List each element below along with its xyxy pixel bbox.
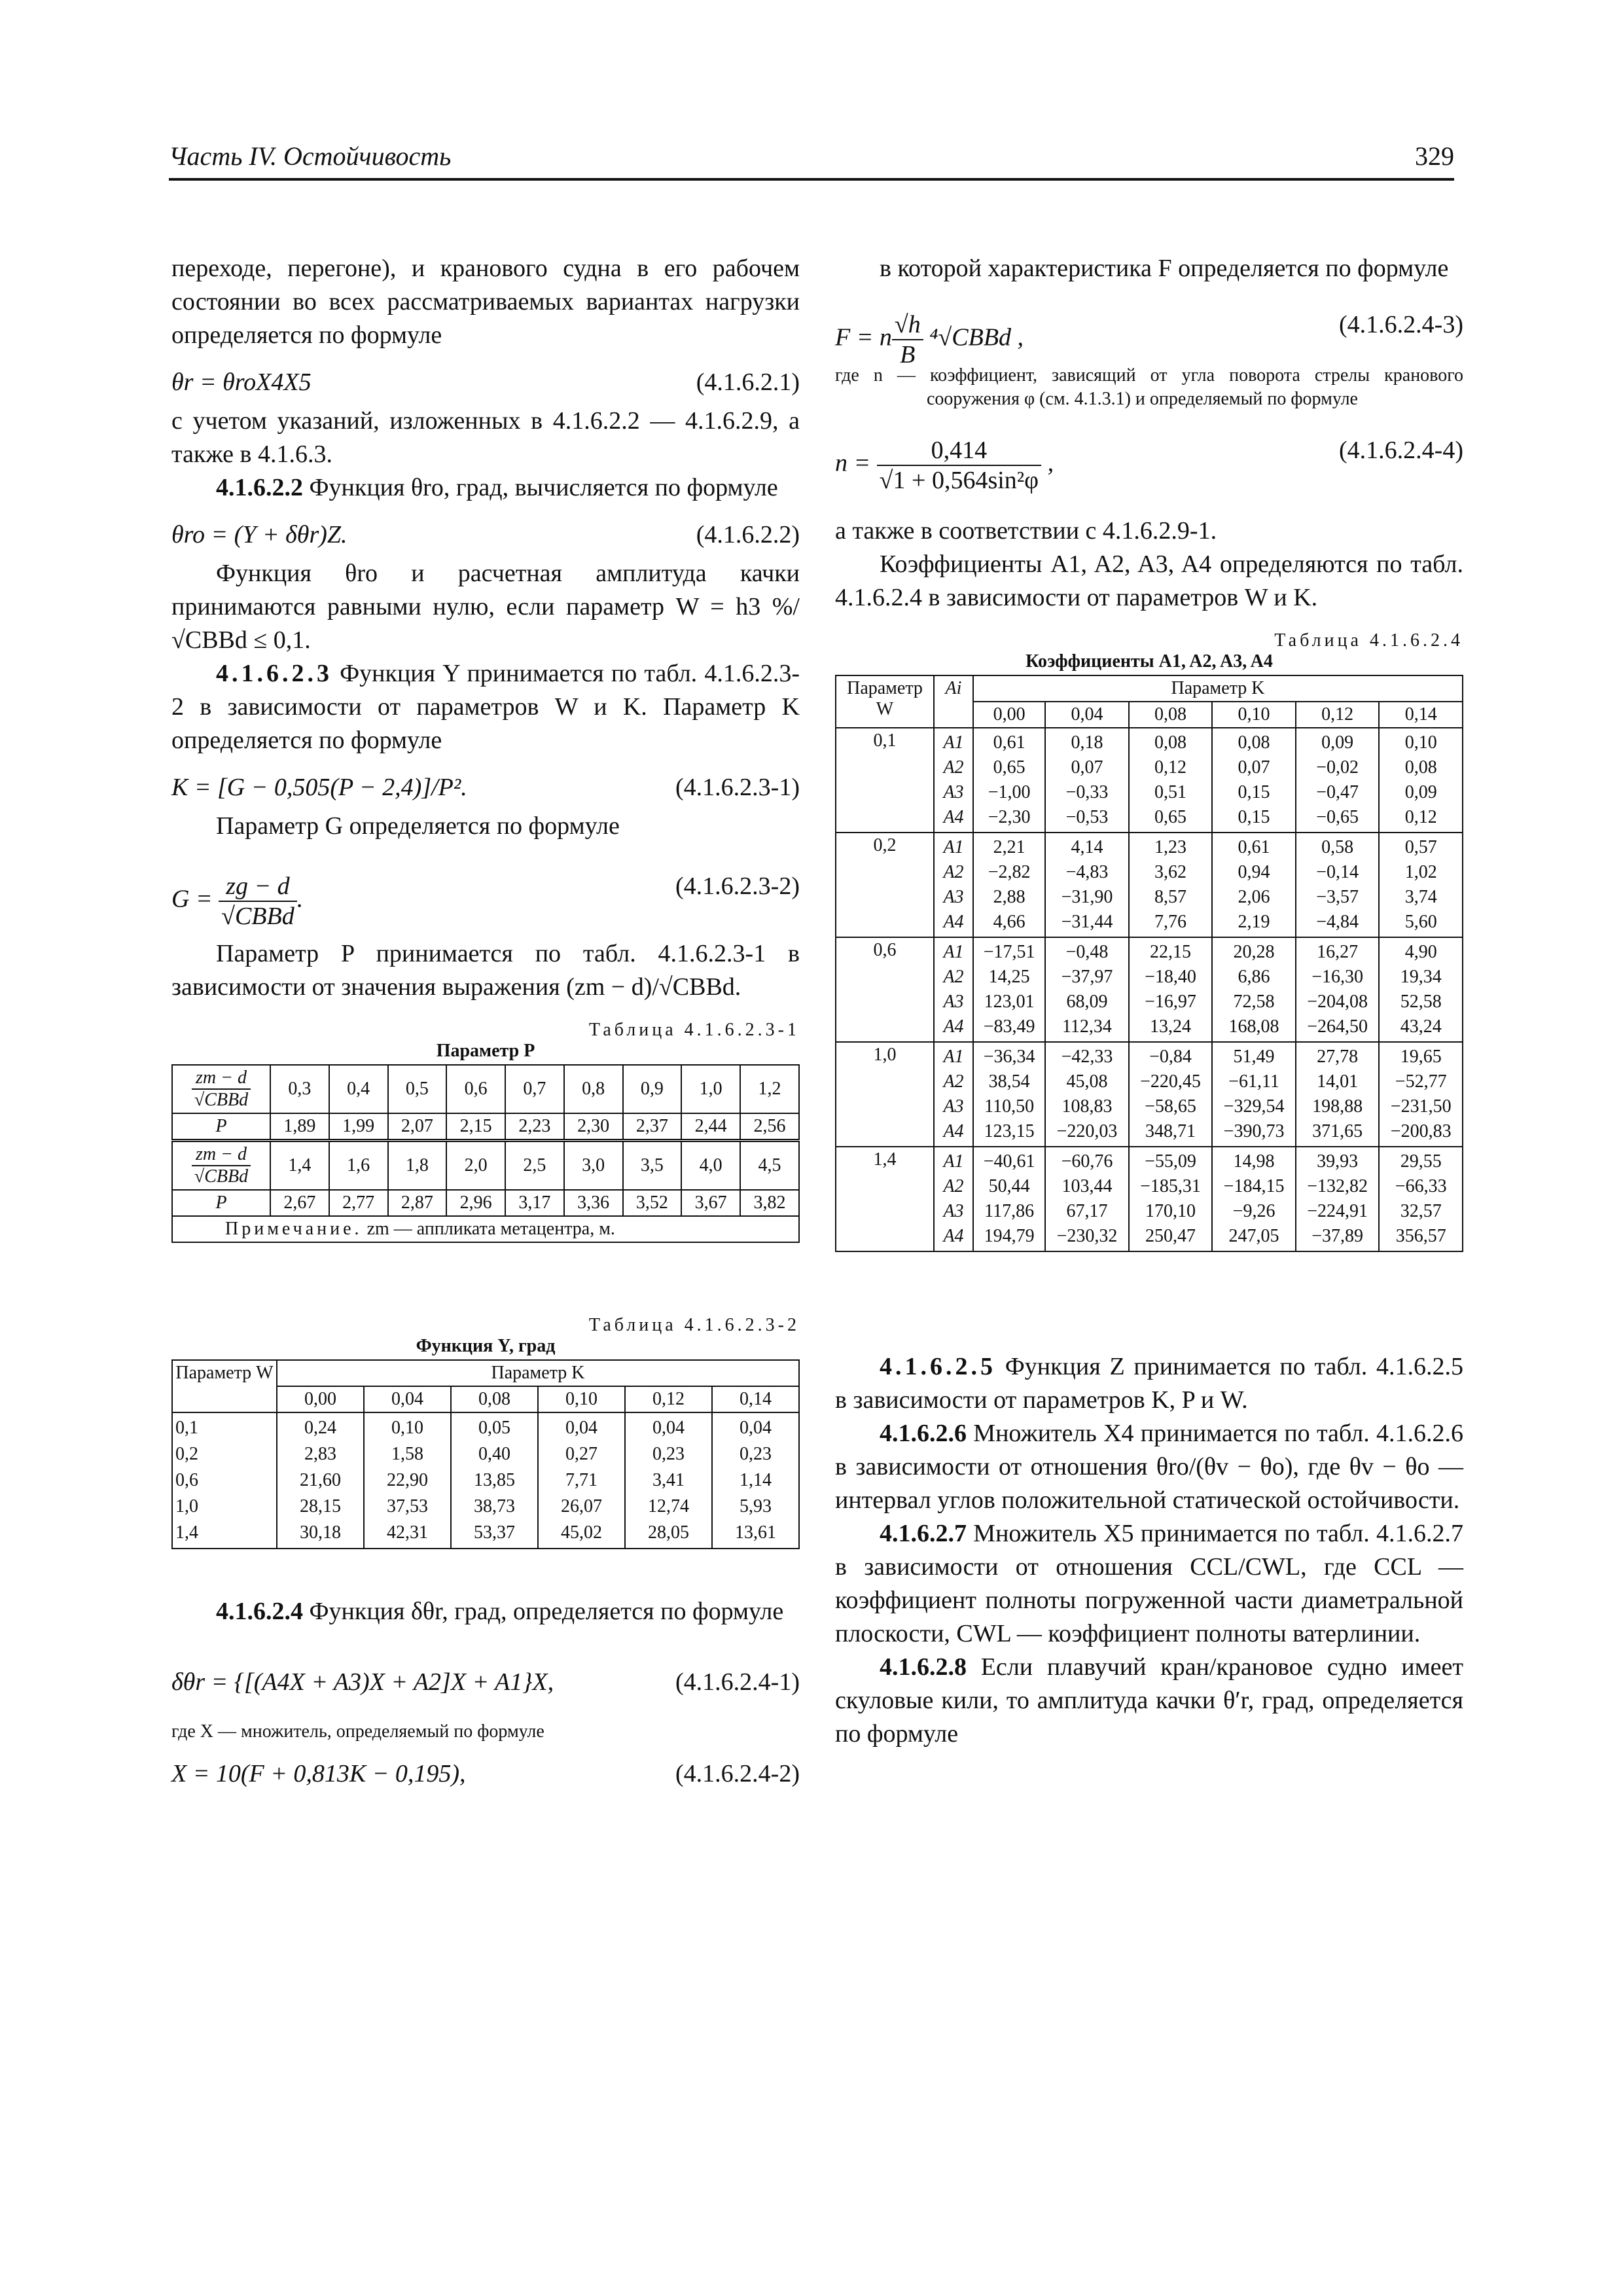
formula-4-1-6-2-4-1: δθr = {[(A4X + A3)X + A2]X + A1}X, (4.1.6.2.4-1) xyxy=(171,1668,800,1696)
paragraph: Функция θro и расчетная амплитуда качки принимаются равными нулю, если параметр W = h3 %/√CBBd ≤ 0,1. xyxy=(171,560,800,654)
paragraph: 4.1.6.2.4 Функция δθr, град, определяется по формуле xyxy=(216,1598,784,1625)
formula-4-1-6-2-3-1: K = [G − 0,505(P − 2,4)]/P². (4.1.6.2.3-1) xyxy=(171,774,800,801)
formula-4-1-6-2-1: θr = θroX4X5 (4.1.6.2.1) xyxy=(171,368,800,396)
table-row: 0,6 A1 A2 A3 A4 −17,51 14,25 123,01 −83,49 −0,48 −37,97 68,09 112,34 22,15 −18,40 −16,97 13,24 20,28 6,86 72,58 168,08 16,27 −16,30 −204,08 −264,50 4,90 19,34 52,58 43,24 xyxy=(836,937,1463,1042)
paragraph: Параметр G определяется по формуле xyxy=(216,812,620,840)
table-caption: Таблица 4.1.6.2.4 xyxy=(1274,630,1463,651)
table-title: Функция Y, град xyxy=(416,1336,556,1356)
table-note: Примечание. zm — аппликата метацентра, м. xyxy=(172,1216,799,1242)
paragraph: где n — коэффициент, зависящий от угла поворота стрелы кранового сооружения φ (см. 4.1.3.1) и определяемый по формуле xyxy=(835,365,1463,409)
section-number: 4.1.6.2.6 xyxy=(880,1420,967,1447)
paragraph: Параметр P принимается по табл. 4.1.6.2.3-1 в зависимости от значения выражения (zm − d)/√CBBd. xyxy=(171,940,800,1001)
section-number: 4.1.6.2.7 xyxy=(880,1520,967,1547)
section-number: 4.1.6.2.2 xyxy=(216,474,303,501)
formula-4-1-6-2-4-3: F = n $\frac{√h}{B}$ ⁴√CBBd , (4.1.6.2.4-3) xyxy=(835,311,1463,368)
table-parameter-p: $\frac{zm - d}{\text{√CBBd}}$ 0,3 0,4 0,5 0,6 0,7 0,8 0,9 1,0 1,2 P 1,89 1,99 2,07 2,15 2,23 2,30 2,37 2,44 2,56 $\frac{zm - d}{\text{√CBBd}}$ 1,4 1,6 1,8 2,0 2,5 3,0 3,5 4,0 4,5 P 2,67 2,77 2,87 2,96 3,17 3,36 3,52 3,67 3,82 Примечание. zm — аппликата метацентра, м. xyxy=(171,1064,800,1243)
formula-4-1-6-2-2: θro = (Y + δθr)Z. (4.1.6.2.2) xyxy=(171,521,800,548)
paragraph: 4.1.6.2.8 Если плавучий кран/крановое судно имеет скуловые кили, то амплитуда качки θ′r, град, определяется по формуле xyxy=(835,1653,1464,1748)
page-header xyxy=(169,139,1454,181)
table-title: Коэффициенты A1, A2, A3, A4 xyxy=(1026,651,1273,672)
paragraph: а также в соответствии с 4.1.6.2.9-1. xyxy=(835,517,1217,545)
paragraph: 4.1.6.2.2 Функция θro, град, вычисляется по формуле xyxy=(216,474,778,501)
formula-4-1-6-2-4-2: X = 10(F + 0,813K − 0,195), (4.1.6.2.4-2) xyxy=(171,1760,800,1787)
formula-4-1-6-2-4-4: n = $\frac{0,414}{\text{√1 + 0,564sin²φ}}$ , (4.1.6.2.4-4) xyxy=(835,437,1463,494)
table-title: Параметр P xyxy=(436,1041,535,1061)
table-row: 0,2 A1 A2 A3 A4 2,21 −2,82 2,88 4,66 4,14 −4,83 −31,90 −31,44 1,23 3,62 8,57 7,76 0,61 0,94 2,06 2,19 0,58 −0,14 −3,57 −4,84 0,57 1,02 3,74 5,60 xyxy=(836,833,1463,937)
section-number: 4.1.6.2.3 xyxy=(216,660,332,687)
paragraph: 4.1.6.2.6 Множитель X4 принимается по табл. 4.1.6.2.6 в зависимости от отношения θro/(θv − θo), где θv − θo — интервал углов положительной статической остойчивости. xyxy=(835,1420,1464,1514)
paragraph: в которой характеристика F определяется по формуле xyxy=(880,255,1449,282)
paragraph: 4.1.6.2.3 Функция Y принимается по табл. 4.1.6.2.3-2 в зависимости от параметров W и K. Параметр K определяется по формуле xyxy=(171,660,800,754)
right-column xyxy=(835,252,1463,1751)
table-function-y: Параметр W Параметр K 0,00 0,04 0,08 0,10 0,12 0,14 0,1 0,2 0,6 1,0 1,4 0,24 2,83 21,60 28,15 30,18 0,10 1,58 22,90 37,53 42,31 0,05 0,40 13,85 38,73 53,37 0,04 0,27 7,71 26,07 45,02 0,04 0,23 3,41 12,74 28,05 0,04 0,23 1,14 5,93 13,61 xyxy=(171,1359,800,1549)
table-coefficients-a: Параметр W Ai Параметр K 0,00 0,04 0,08 0,10 0,12 0,14 0,1 A1 A2 A3 A4 0,61 0,65 −1,00 −2,30 0,18 0,07 −0,33 −0,53 0,08 0,12 0,51 0,65 0,08 0,07 0,15 0,15 0,09 −0,02 −0,47 −0,65 0,10 0,08 0,09 0,12 0,2 A1 A2 A3 A4 2,21 −2,82 2,88 4,66 4,14 −4,83 −31,90 −31,44 1,23 3,62 8,57 7,76 0,61 0,94 2,06 2,19 0,58 −0,14 −3,57 −4,84 0,57 1,02 3,74 5,60 0,6 A1 A2 A3 A4 −17,51 14,25 123,01 −83,49 −0,48 −37,97 68,09 112,34 22,15 −18,40 −16,97 13,24 20,28 6,86 72,58 168,08 16,27 −16,30 −204,08 −264,50 4,90 19,34 52,58 43,24 1,0 A1 A2 A3 A4 −36,34 38,54 110,50 123,15 −42,33 45,08 108,83 −220,03 −0,84 −220,45 −58,65 348,71 51,49 −61,11 −329,54 −390,73 27,78 14,01 198,88 371,65 19,65 −52,77 −231,50 −200,83 1,4 A1 A2 A3 A4 −40,61 50,44 117,86 194,79 −60,76 103,44 67,17 −230,32 −55,09 −185,31 170,10 250,47 14,98 −184,15 −9,26 247,05 39,93 −132,82 −224,91 −37,89 29,55 −66,33 32,57 356,57 xyxy=(835,675,1463,1252)
table-caption: Таблица 4.1.6.2.3-2 xyxy=(588,1315,800,1335)
section-number: 4.1.6.2.4 xyxy=(216,1598,303,1625)
table-caption: Таблица 4.1.6.2.3-1 xyxy=(588,1020,800,1040)
paragraph: 4.1.6.2.5 Функция Z принимается по табл. 4.1.6.2.5 в зависимости от параметров K, P и W. xyxy=(835,1353,1463,1414)
table-row: 0,1 A1 A2 A3 A4 0,61 0,65 −1,00 −2,30 0,18 0,07 −0,33 −0,53 0,08 0,12 0,51 0,65 0,08 0,07 0,15 0,15 0,09 −0,02 −0,47 −0,65 0,10 0,08 0,09 0,12 xyxy=(836,728,1463,833)
running-title: Часть IV. Остойчивость xyxy=(169,141,452,171)
left-column xyxy=(171,252,800,1796)
section-number: 4.1.6.2.8 xyxy=(880,1653,967,1681)
page-number: 329 xyxy=(1415,141,1454,171)
section-number: 4.1.6.2.5 xyxy=(880,1353,996,1380)
paragraph: 4.1.6.2.7 Множитель X5 принимается по табл. 4.1.6.2.7 в зависимости от отношения CCL/CWL, где CCL — коэффициент полноты погруженной части диаметральной плоскости, CWL — коэффициент полноты ватерлинии. xyxy=(835,1520,1464,1647)
paragraph: где X — множитель, определяемый по формуле xyxy=(171,1721,544,1742)
paragraph: Коэффициенты A1, A2, A3, A4 определяются по табл. 4.1.6.2.4 в зависимости от параметров W и K. xyxy=(835,550,1463,611)
formula-4-1-6-2-3-2: G = $\frac{zg - d}{\text{√CBBd}}$ . (4.1.6.2.3-2) xyxy=(171,872,800,930)
paragraph: с учетом указаний, изложенных в 4.1.6.2.2 — 4.1.6.2.9, а также в 4.1.6.3. xyxy=(171,407,800,468)
paragraph: переходе, перегоне), и кранового судна в его рабочем состоянии во всех рассматриваемых вариантах нагрузки определяется по формуле xyxy=(171,255,800,349)
table-row: 1,4 A1 A2 A3 A4 −40,61 50,44 117,86 194,79 −60,76 103,44 67,17 −230,32 −55,09 −185,31 170,10 250,47 14,98 −184,15 −9,26 247,05 39,93 −132,82 −224,91 −37,89 29,55 −66,33 32,57 356,57 xyxy=(836,1147,1463,1251)
table-row: 1,0 A1 A2 A3 A4 −36,34 38,54 110,50 123,15 −42,33 45,08 108,83 −220,03 −0,84 −220,45 −58,65 348,71 51,49 −61,11 −329,54 −390,73 27,78 14,01 198,88 371,65 19,65 −52,77 −231,50 −200,83 xyxy=(836,1042,1463,1147)
